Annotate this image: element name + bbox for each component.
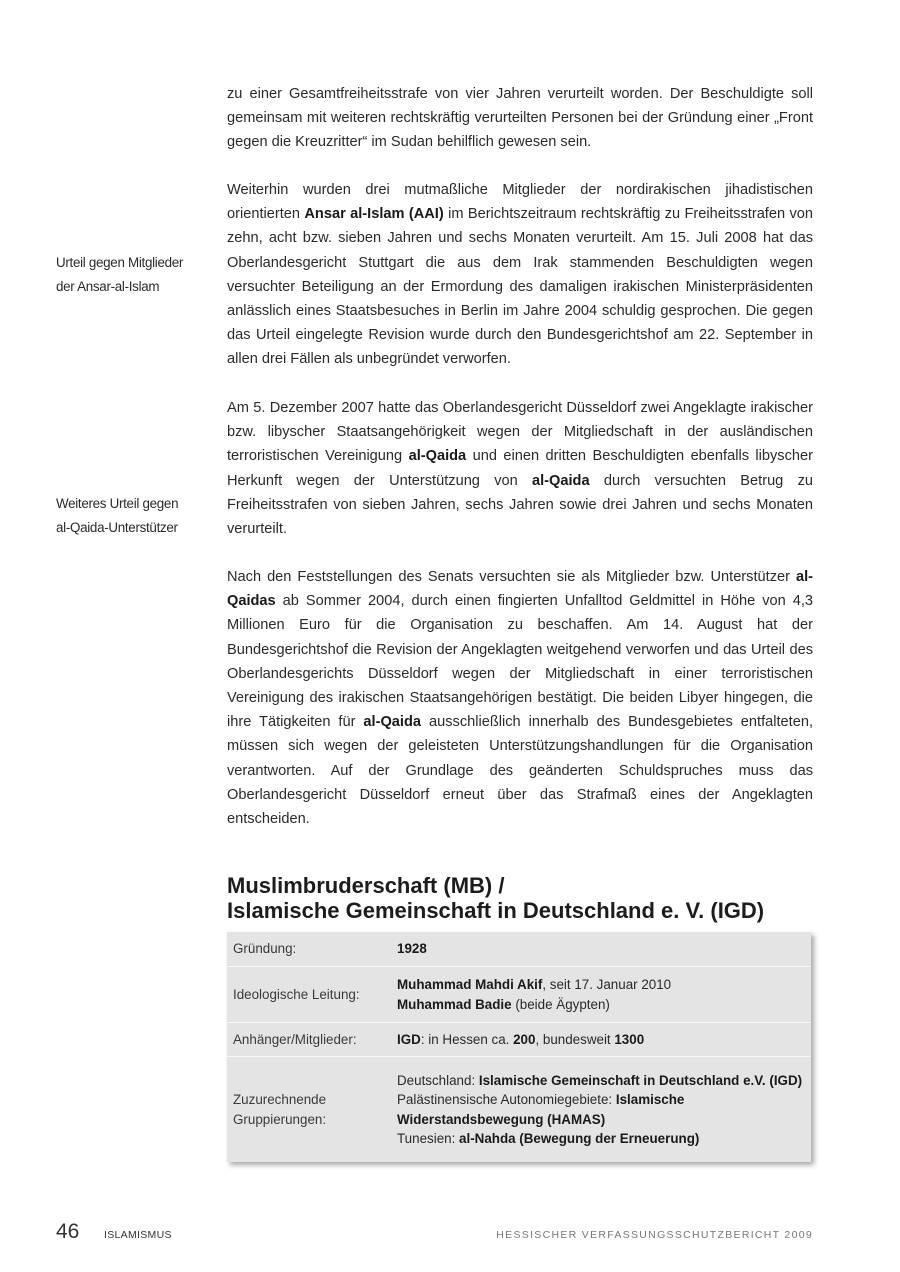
org-name-al-qaida: al-Qaida — [363, 714, 422, 731]
page-number: 46 — [56, 1220, 80, 1243]
section-title: Muslimbruderschaft (MB) / Islamische Gemeinschaft in Deutschland e. V. (IGD) — [227, 873, 765, 923]
paragraph-1: zu einer Gesamtfreiheitsstrafe von vier Jahren verurteilt worden. Der Beschuldigte soll gemeinsam mit weiteren rechtskräftig verurteilten Personen bei der Gründung einer „Front gegen die Kreuzritter“ im Sudan behilflich gewesen sein. — [227, 86, 813, 151]
footer-section-title: ISLAMISMUS — [104, 1229, 172, 1241]
paragraph-2: Weiterhin wurden drei mutmaßliche Mitglieder der nordirakischen jihadistischen orientierten Ansar al-Islam (AAI) im Berichtszeitraum rechtskräftig zu Freiheitsstrafen von zehn, acht bzw. sieben Jahren und sechs Monaten verurteilt. Am 15. Juli 2008 hat das Oberlandesgericht Stuttgart die aus dem Irak stammenden Beschuldigten wegen versuchter Beteiligung an der Ermordung des damaligen irakischen Ministerpräsidenten anlässlich eines Staatsbesuches in Berlin im Jahre 2004 schuldig gesprochen. Die gegen das Urteil eingelegte Revision wurde durch den Bundesgerichtshof am 22. September in allen drei Fällen als unbegründet verworfen. — [227, 182, 813, 368]
table-row-leadership: Ideologische Leitung: Muhammad Mahdi Akif, seit 17. Januar 2010 Muhammad Badie (beide Ägypten) — [227, 967, 811, 1023]
margin-note-ansar-al-islam: Urteil gegen Mitglieder der Ansar-al-Islam — [56, 255, 184, 294]
table-row-groups: Zuzurechnende Gruppierungen: Deutschland: Islamische Gemeinschaft in Deutschland e.V. (IGD) Palästinensische Autonomiegebiete: Islamische Widerstandsbewegung (HAMAS) Tunesien: al-Nahda (Bewegung der Erneuerung) — [233, 1072, 803, 1146]
org-name-al-qaida: al-Qaida — [408, 448, 467, 465]
paragraph-4: Nach den Feststellungen des Senats versuchten sie als Mitglieder bzw. Unterstützer al-Qaidas ab Sommer 2004, durch einen fingierten Unfalltod Geldmittel in Höhe von 4,3 Millionen Euro für die Organisation zu beschaffen. Am 14. August hat der Bundesgerichtshof die Revision der Angeklagten weitgehend verworfen und das Urteil des Oberlandesgerichts Düsseldorf wegen der Mitgliedschaft in einer terroristischen Vereinigung des irakischen Staatsangehörigen bestätigt. Die beiden Libyer hingegen, die ihre Tätigkeiten für al-Qaida ausschließlich innerhalb des Bundesgebietes entfalteten, müssen sich wegen der geleisteten Unterstützungshandlungen für die Organisation verantworten. Auf der Grundlage des geänderten Schuldspruches muss das Oberlandesgericht Düsseldorf erneut über das Strafmaß eines der Angeklagten entscheiden. — [227, 569, 813, 828]
table-row-founding: Gründung: 1928 — [227, 932, 811, 967]
paragraph-3: Am 5. Dezember 2007 hatte das Oberlandesgericht Düsseldorf zwei Angeklagte irakischer bzw. libyscher Staatsangehörigkeit wegen der Mitgliedschaft in der ausländischen terroristischen Vereinigung al-Qaida und einen dritten Beschuldigten ebenfalls libyscher Herkunft wegen der Unterstützung von al-Qaida durch versuchten Betrug zu Freiheitsstrafen von sieben Jahren, sechs Jahren sowie drei Jahren und sechs Monaten verurteilt. — [227, 400, 813, 538]
org-name-aai: Ansar al-Islam (AAI) — [304, 206, 444, 223]
org-name-al-qaida: al-Qaida — [532, 472, 590, 489]
fact-table — [227, 932, 811, 1162]
table-row-members: Anhänger/Mitglieder: IGD: in Hessen ca. 200, bundesweit 1300 — [227, 1023, 811, 1057]
margin-note-al-qaida: Weiteres Urteil gegen al-Qaida-Unterstützer — [56, 496, 179, 535]
footer-report-title: HESSISCHER VERFASSUNGSSCHUTZBERICHT 2009 — [496, 1229, 813, 1241]
org-name-al-qaida: al-Qaidas — [227, 569, 813, 610]
